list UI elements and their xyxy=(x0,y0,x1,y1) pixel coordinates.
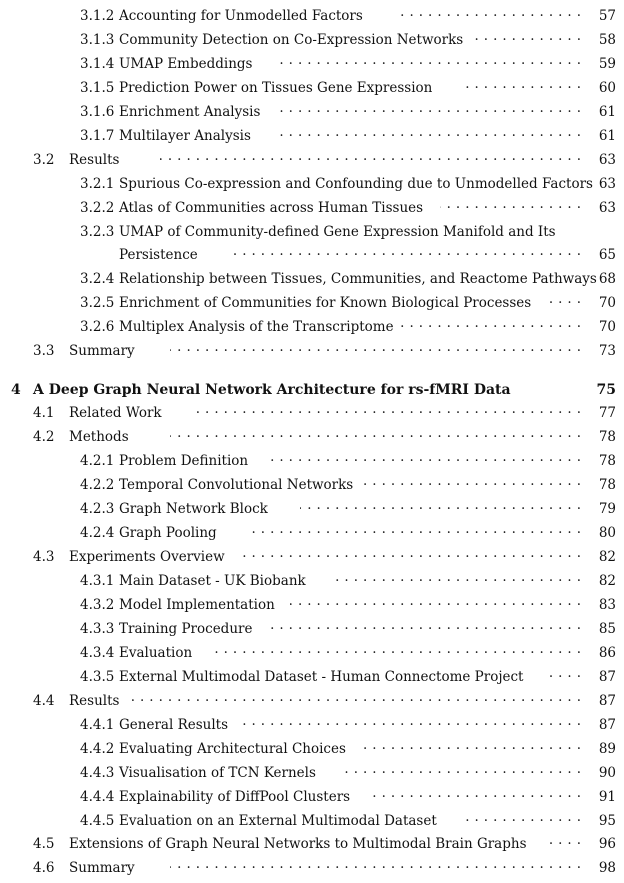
section-number: 3.1.4 xyxy=(80,56,115,72)
section-title: UMAP Embeddings xyxy=(119,53,258,75)
section-number: 3.1.5 xyxy=(80,80,115,96)
section-number: 4.4.4 xyxy=(80,789,115,805)
dot-leader xyxy=(340,762,586,784)
page-number: 77 xyxy=(598,405,616,421)
section-title: Evaluation xyxy=(119,642,198,664)
section-title: Visualisation of TCN Kernels xyxy=(119,762,322,784)
page-number: 60 xyxy=(598,80,616,96)
toc-entry-3-1-5[interactable] xyxy=(0,77,624,99)
chapter-number: 4 xyxy=(11,382,21,398)
page-number: 70 xyxy=(598,295,616,311)
section-title: Main Dataset - UK Biobank xyxy=(119,570,312,592)
toc-entry-4-2-2[interactable] xyxy=(0,474,624,496)
section-number: 4.1 xyxy=(33,405,55,421)
section-title: Results xyxy=(69,690,125,712)
toc-entry-3-1-2[interactable] xyxy=(0,5,624,27)
toc-entry-3-1-3[interactable] xyxy=(0,29,624,51)
section-title: Relationship between Tissues, Communities, and Reactome Pathways xyxy=(119,268,603,290)
dot-leader xyxy=(370,786,586,808)
dot-leader xyxy=(230,244,586,266)
section-title: Methods xyxy=(69,426,135,448)
section-title: Related Work xyxy=(69,402,168,424)
page-number: 78 xyxy=(598,429,616,445)
toc-entry-4-4-5[interactable] xyxy=(0,810,624,832)
page-number: 96 xyxy=(598,836,616,852)
section-number: 3.2.1 xyxy=(80,176,115,192)
section-number: 3.2.3 xyxy=(80,224,115,240)
section-number: 4.4.5 xyxy=(80,813,115,829)
toc-entry-3-2-6[interactable] xyxy=(0,316,624,338)
section-number: 4.3.5 xyxy=(80,669,115,685)
toc-entry-4-2[interactable] xyxy=(0,426,624,448)
section-title: Evaluating Architectural Choices xyxy=(119,738,352,760)
toc-entry-3-2-1[interactable] xyxy=(0,173,624,195)
section-number: 4.3.4 xyxy=(80,645,115,661)
toc-entry-4-3-1[interactable] xyxy=(0,570,624,592)
section-number: 3.1.2 xyxy=(80,8,115,24)
section-number: 4.3 xyxy=(33,549,55,565)
section-number: 3.1.3 xyxy=(80,32,115,48)
page-number: 86 xyxy=(598,645,616,661)
dot-leader xyxy=(280,125,586,147)
section-title: Atlas of Communities across Human Tissues xyxy=(119,197,429,219)
section-title: Graph Network Block xyxy=(119,498,274,520)
dot-leader xyxy=(460,810,586,832)
section-number: 4.2.4 xyxy=(80,525,115,541)
toc-entry-4-3[interactable] xyxy=(0,546,624,568)
toc-entry-4-2-4[interactable] xyxy=(0,522,624,544)
section-number: 3.1.7 xyxy=(80,128,115,144)
section-title: Problem Definition xyxy=(119,450,254,472)
dot-leader xyxy=(380,316,586,338)
section-title: Accounting for Unmodelled Factors xyxy=(119,5,369,27)
toc-entry-3-2[interactable] xyxy=(0,149,624,171)
section-title: Enrichment of Communities for Known Biological Processes xyxy=(119,292,537,314)
page-number: 91 xyxy=(598,789,616,805)
dot-leader xyxy=(460,77,586,99)
page-number: 87 xyxy=(598,717,616,733)
dot-leader xyxy=(440,197,586,219)
section-number: 3.1.6 xyxy=(80,104,115,120)
page-number: 98 xyxy=(598,860,616,876)
toc-entry-3-2-3-cont[interactable] xyxy=(0,244,624,266)
dot-leader xyxy=(170,426,586,448)
section-title: Extensions of Graph Neural Networks to Multimodal Brain Graphs xyxy=(69,833,533,855)
section-title: Persistence xyxy=(119,244,204,266)
toc-entry-3-1-6[interactable] xyxy=(0,101,624,123)
dot-leader xyxy=(250,522,586,544)
section-title: Spurious Co-expression and Confounding due to Unmodelled Factors xyxy=(119,173,599,195)
toc-entry-3-1-7[interactable] xyxy=(0,125,624,147)
dot-leader xyxy=(170,340,586,362)
page-number: 83 xyxy=(598,597,616,613)
section-title: Summary xyxy=(69,340,141,362)
toc-entry-3-2-2[interactable] xyxy=(0,197,624,219)
section-number: 3.2.4 xyxy=(80,271,115,287)
section-title: UMAP of Community-defined Gene Expression Manifold and Its xyxy=(119,221,562,243)
dot-leader xyxy=(270,618,586,640)
page-number: 89 xyxy=(598,741,616,757)
dot-leader xyxy=(300,498,586,520)
page-number: 87 xyxy=(598,693,616,709)
section-title: External Multimodal Dataset - Human Connectome Project xyxy=(119,666,530,688)
section-title: Evaluation on an External Multimodal Dataset xyxy=(119,810,443,832)
toc-entry-3-2-5[interactable] xyxy=(0,292,624,314)
page-number: 78 xyxy=(598,477,616,493)
section-number: 4.2.1 xyxy=(80,453,115,469)
dot-leader xyxy=(130,690,586,712)
dot-leader xyxy=(280,53,586,75)
section-number: 3.2 xyxy=(33,152,55,168)
toc-entry-4-4[interactable] xyxy=(0,690,624,712)
dot-leader xyxy=(240,546,586,568)
page-number: 82 xyxy=(598,573,616,589)
page-number: 85 xyxy=(598,621,616,637)
page-number: 61 xyxy=(598,128,616,144)
section-title: Experiments Overview xyxy=(69,546,231,568)
dot-leader xyxy=(360,474,586,496)
section-title: Model Implementation xyxy=(119,594,281,616)
toc-entry-4-4-3[interactable] xyxy=(0,762,624,784)
toc-entry-4-3-3[interactable] xyxy=(0,618,624,640)
section-title: Temporal Convolutional Networks xyxy=(119,474,359,496)
dot-leader xyxy=(545,666,586,688)
section-title: Multiplex Analysis of the Transcriptome xyxy=(119,316,400,338)
toc-entry-4-2-3[interactable] xyxy=(0,498,624,520)
page-number: 61 xyxy=(598,104,616,120)
page-number: 57 xyxy=(598,8,616,24)
page-number: 68 xyxy=(598,271,616,287)
section-number: 3.2.6 xyxy=(80,319,115,335)
dot-leader xyxy=(400,5,586,27)
toc-entry-4-4-4[interactable] xyxy=(0,786,624,808)
section-title: Enrichment Analysis xyxy=(119,101,266,123)
page-number: 78 xyxy=(598,453,616,469)
toc-entry-3-3[interactable] xyxy=(0,340,624,362)
dot-leader xyxy=(210,642,586,664)
dot-leader xyxy=(280,101,586,123)
toc-entry-4-3-2[interactable] xyxy=(0,594,624,616)
section-title: General Results xyxy=(119,714,234,736)
page-number: 80 xyxy=(598,525,616,541)
page-number: 58 xyxy=(598,32,616,48)
section-title: Explainability of DiffPool Clusters xyxy=(119,786,356,808)
section-title: Summary xyxy=(69,857,141,879)
toc-entry-3-2-3[interactable] xyxy=(0,221,624,243)
toc-entry-4-4-2[interactable] xyxy=(0,738,624,760)
page-number: 63 xyxy=(598,200,616,216)
section-number: 4.4.1 xyxy=(80,717,115,733)
section-number: 3.3 xyxy=(33,343,55,359)
toc-entry-4-3-5[interactable] xyxy=(0,666,624,688)
toc-entry-4-1[interactable] xyxy=(0,402,624,424)
page-number: 59 xyxy=(598,56,616,72)
page-number: 79 xyxy=(598,501,616,517)
section-title: Community Detection on Co-Expression Networks xyxy=(119,29,469,51)
toc-entry-4-5[interactable] xyxy=(0,833,624,855)
section-title: Training Procedure xyxy=(119,618,258,640)
section-number: 3.2.5 xyxy=(80,295,115,311)
section-number: 3.2.2 xyxy=(80,200,115,216)
page-number: 82 xyxy=(598,549,616,565)
chapter-title: A Deep Graph Neural Network Architecture for rs-fMRI Data xyxy=(33,379,517,401)
dot-leader xyxy=(330,570,586,592)
toc-chapter-4[interactable] xyxy=(0,379,624,401)
dot-leader xyxy=(170,857,586,879)
dot-leader xyxy=(190,402,586,424)
dot-leader xyxy=(545,292,586,314)
toc-entry-4-3-4[interactable] xyxy=(0,642,624,664)
toc-entry-4-6[interactable] xyxy=(0,857,624,879)
page-number: 63 xyxy=(598,176,616,192)
section-number: 4.4 xyxy=(33,693,55,709)
section-number: 4.2.2 xyxy=(80,477,115,493)
section-number: 4.4.2 xyxy=(80,741,115,757)
section-number: 4.6 xyxy=(33,860,55,876)
toc-entry-3-2-4[interactable] xyxy=(0,268,624,290)
section-number: 4.4.3 xyxy=(80,765,115,781)
section-title: Multilayer Analysis xyxy=(119,125,257,147)
dot-leader xyxy=(240,714,586,736)
section-number: 4.3.1 xyxy=(80,573,115,589)
page-number: 90 xyxy=(598,765,616,781)
section-number: 4.2 xyxy=(33,429,55,445)
section-title: Prediction Power on Tissues Gene Expression xyxy=(119,77,438,99)
section-number: 4.2.3 xyxy=(80,501,115,517)
page-number: 63 xyxy=(598,152,616,168)
dot-leader xyxy=(270,450,586,472)
dot-leader xyxy=(290,594,586,616)
toc-entry-4-2-1[interactable] xyxy=(0,450,624,472)
page-number: 75 xyxy=(596,382,616,398)
dot-leader xyxy=(160,149,586,171)
toc-entry-4-4-1[interactable] xyxy=(0,714,624,736)
section-number: 4.5 xyxy=(33,836,55,852)
dot-leader xyxy=(360,738,586,760)
section-number: 4.3.3 xyxy=(80,621,115,637)
dot-leader xyxy=(545,833,586,855)
page-number: 70 xyxy=(598,319,616,335)
toc-entry-3-1-4[interactable] xyxy=(0,53,624,75)
page-number: 95 xyxy=(598,813,616,829)
page-number: 73 xyxy=(598,343,616,359)
section-title: Results xyxy=(69,149,125,171)
section-title: Graph Pooling xyxy=(119,522,223,544)
page-number: 87 xyxy=(598,669,616,685)
page-number: 65 xyxy=(598,247,616,263)
section-number: 4.3.2 xyxy=(80,597,115,613)
